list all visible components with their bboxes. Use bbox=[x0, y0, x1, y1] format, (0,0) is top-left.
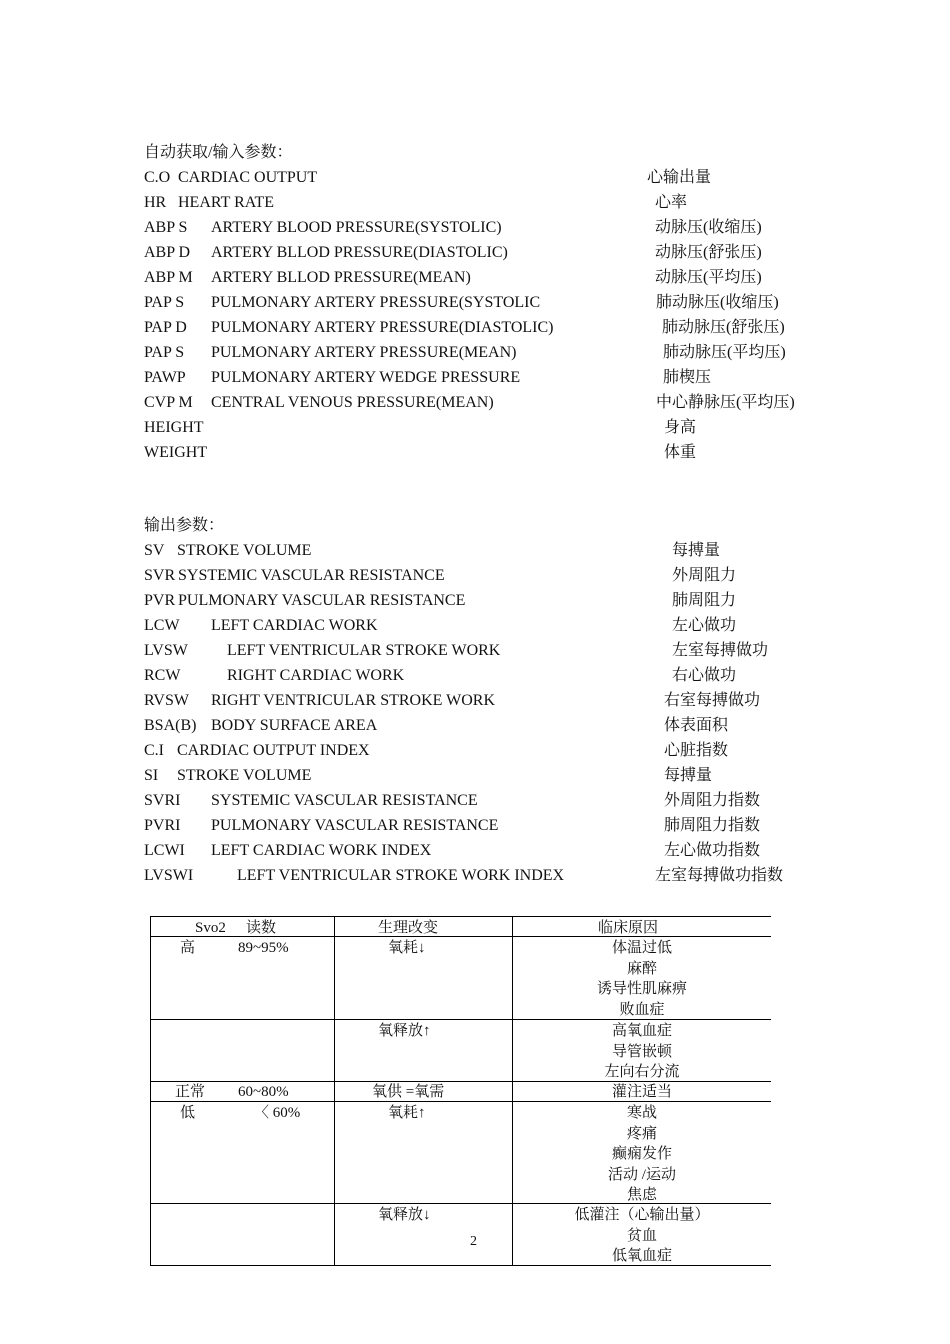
output-full-name: LEFT VENTRICULAR STROKE WORK bbox=[227, 642, 501, 659]
input-abbr: C.O bbox=[144, 169, 171, 186]
output-chinese-name: 外周阻力 bbox=[672, 567, 737, 584]
output-chinese-name: 右心做功 bbox=[672, 667, 737, 684]
input-full-name: ARTERY BLOOD PRESSURE(SYSTOLIC) bbox=[211, 219, 502, 236]
input-abbr: ABP M bbox=[144, 269, 193, 286]
physiological-change: 氧供 =氧需 bbox=[372, 1084, 445, 1100]
input-abbr: WEIGHT bbox=[144, 444, 208, 461]
input-full-name: CENTRAL VENOUS PRESSURE(MEAN) bbox=[211, 394, 494, 411]
input-abbr: ABP D bbox=[144, 244, 191, 261]
output-full-name: SYSTEMIC VASCULAR RESISTANCE bbox=[211, 792, 478, 809]
input-abbr: PAP S bbox=[144, 344, 185, 361]
clinical-cause: 焦虑 bbox=[626, 1187, 657, 1203]
clinical-cause: 麻醉 bbox=[626, 960, 657, 977]
clinical-cause: 导管嵌顿 bbox=[611, 1043, 672, 1060]
clinical-cause: 高氧血症 bbox=[611, 1023, 672, 1039]
input-abbr: CVP M bbox=[144, 394, 193, 411]
clinical-cause: 贫血 bbox=[626, 1227, 657, 1244]
output-chinese-name: 左心做功指数 bbox=[664, 842, 761, 859]
input-full-name: HEART RATE bbox=[178, 194, 275, 211]
header-clinical-cause: 临床原因 bbox=[598, 920, 659, 936]
output-chinese-name: 肺周阻力 bbox=[672, 592, 737, 609]
output-full-name: CARDIAC OUTPUT INDEX bbox=[177, 742, 370, 759]
input-abbr: HR bbox=[144, 194, 167, 211]
svo2-range: 〈 60% bbox=[254, 1105, 301, 1121]
svo2-range: 89~95% bbox=[238, 940, 289, 956]
output-full-name: PULMONARY VASCULAR RESISTANCE bbox=[178, 592, 466, 609]
header-physiological-change: 生理改变 bbox=[378, 920, 439, 936]
output-full-name: RIGHT VENTRICULAR STROKE WORK bbox=[211, 692, 496, 709]
output-full-name: LEFT CARDIAC WORK INDEX bbox=[211, 842, 432, 859]
input-chinese-name: 身高 bbox=[664, 419, 697, 436]
input-full-name: ARTERY BLLOD PRESSURE(MEAN) bbox=[211, 269, 471, 286]
output-full-name: LEFT CARDIAC WORK bbox=[211, 617, 378, 634]
output-abbr: LVSW bbox=[144, 642, 188, 659]
output-chinese-name: 肺周阻力指数 bbox=[664, 817, 761, 834]
clinical-cause: 诱导性肌麻痹 bbox=[596, 981, 687, 997]
input-abbr: PAWP bbox=[144, 369, 186, 386]
clinical-cause: 低氧血症 bbox=[611, 1248, 672, 1264]
header-svo2: Svo2 bbox=[195, 920, 226, 936]
page-number: 2 bbox=[470, 1234, 477, 1249]
output-chinese-name: 外周阻力指数 bbox=[664, 792, 761, 809]
output-abbr: PVRI bbox=[144, 817, 181, 834]
physiological-change: 氧释放↓ bbox=[378, 1207, 431, 1223]
input-abbr: PAP D bbox=[144, 319, 187, 336]
input-abbr: ABP S bbox=[144, 219, 188, 236]
output-chinese-name: 左室每搏做功 bbox=[672, 642, 769, 659]
output-chinese-name: 每搏量 bbox=[664, 767, 713, 784]
input-chinese-name: 中心静脉压(平均压) bbox=[656, 394, 795, 411]
output-abbr: SVR bbox=[144, 567, 176, 584]
output-abbr: RVSW bbox=[144, 692, 189, 709]
physiological-change: 氧耗↑ bbox=[388, 1105, 426, 1121]
input-heading: 自动获取/输入参数： bbox=[144, 144, 293, 161]
input-chinese-name: 心率 bbox=[655, 194, 688, 211]
output-chinese-name: 左室每搏做功指数 bbox=[655, 867, 784, 884]
output-full-name: BODY SURFACE AREA bbox=[211, 717, 378, 734]
output-heading: 输出参数： bbox=[144, 517, 225, 534]
output-full-name: RIGHT CARDIAC WORK bbox=[227, 667, 405, 684]
output-full-name: STROKE VOLUME bbox=[177, 542, 312, 559]
input-full-name: PULMONARY ARTERY WEDGE PRESSURE bbox=[211, 369, 521, 386]
output-chinese-name: 右室每搏做功 bbox=[664, 692, 761, 709]
physiological-change: 氧耗↓ bbox=[388, 940, 426, 956]
header-reading: 读数 bbox=[246, 920, 277, 936]
clinical-cause: 低灌注（心输出量） bbox=[574, 1207, 710, 1223]
clinical-cause: 左向右分流 bbox=[604, 1064, 680, 1080]
clinical-cause: 寒战 bbox=[626, 1105, 657, 1121]
input-chinese-name: 动脉压(舒张压) bbox=[655, 244, 762, 261]
input-chinese-name: 肺动脉压(舒张压) bbox=[662, 319, 785, 336]
output-abbr: RCW bbox=[144, 667, 181, 684]
output-full-name: SYSTEMIC VASCULAR RESISTANCE bbox=[178, 567, 445, 584]
output-full-name: PULMONARY VASCULAR RESISTANCE bbox=[211, 817, 499, 834]
output-abbr: LCW bbox=[144, 617, 180, 634]
clinical-cause: 体温过低 bbox=[611, 940, 672, 956]
svo2-range: 60~80% bbox=[238, 1084, 289, 1100]
output-abbr: LCWI bbox=[144, 842, 185, 859]
output-chinese-name: 左心做功 bbox=[672, 617, 737, 634]
output-abbr: BSA(B) bbox=[144, 717, 197, 734]
output-abbr: PVR bbox=[144, 592, 176, 609]
svo2-table bbox=[150, 916, 771, 1266]
input-chinese-name: 动脉压(收缩压) bbox=[655, 219, 762, 236]
physiological-change: 氧释放↑ bbox=[378, 1023, 431, 1039]
input-chinese-name: 动脉压(平均压) bbox=[655, 269, 762, 286]
svo2-level: 正常 bbox=[175, 1084, 206, 1100]
input-full-name: PULMONARY ARTERY PRESSURE(DIASTOLIC) bbox=[211, 319, 554, 336]
clinical-cause: 疼痛 bbox=[626, 1125, 657, 1142]
clinical-cause: 癫痫发作 bbox=[611, 1146, 672, 1162]
input-chinese-name: 肺动脉压(收缩压) bbox=[656, 294, 779, 311]
output-abbr: LVSWI bbox=[144, 867, 194, 884]
output-abbr: SI bbox=[144, 767, 159, 784]
clinical-cause: 活动 /运动 bbox=[608, 1166, 676, 1183]
output-chinese-name: 体表面积 bbox=[664, 717, 729, 734]
clinical-cause: 灌注适当 bbox=[611, 1084, 672, 1100]
input-chinese-name: 心输出量 bbox=[647, 169, 712, 186]
clinical-cause: 败血症 bbox=[619, 1001, 665, 1018]
input-abbr: PAP S bbox=[144, 294, 185, 311]
input-chinese-name: 体重 bbox=[664, 444, 697, 461]
output-chinese-name: 心脏指数 bbox=[664, 742, 729, 759]
svo2-level: 高 bbox=[180, 940, 196, 956]
output-full-name: STROKE VOLUME bbox=[177, 767, 312, 784]
input-abbr: HEIGHT bbox=[144, 419, 204, 436]
svo2-level: 低 bbox=[180, 1105, 196, 1121]
input-full-name: PULMONARY ARTERY PRESSURE(MEAN) bbox=[211, 344, 517, 361]
output-full-name: LEFT VENTRICULAR STROKE WORK INDEX bbox=[237, 867, 565, 884]
input-chinese-name: 肺动脉压(平均压) bbox=[663, 344, 786, 361]
output-abbr: SV bbox=[144, 542, 165, 559]
output-chinese-name: 每搏量 bbox=[672, 542, 721, 559]
input-full-name: PULMONARY ARTERY PRESSURE(SYSTOLIC bbox=[211, 294, 541, 311]
input-full-name: ARTERY BLLOD PRESSURE(DIASTOLIC) bbox=[211, 244, 508, 261]
input-chinese-name: 肺楔压 bbox=[663, 369, 712, 386]
output-abbr: C.I bbox=[144, 742, 164, 759]
output-abbr: SVRI bbox=[144, 792, 181, 809]
input-full-name: CARDIAC OUTPUT bbox=[178, 169, 318, 186]
